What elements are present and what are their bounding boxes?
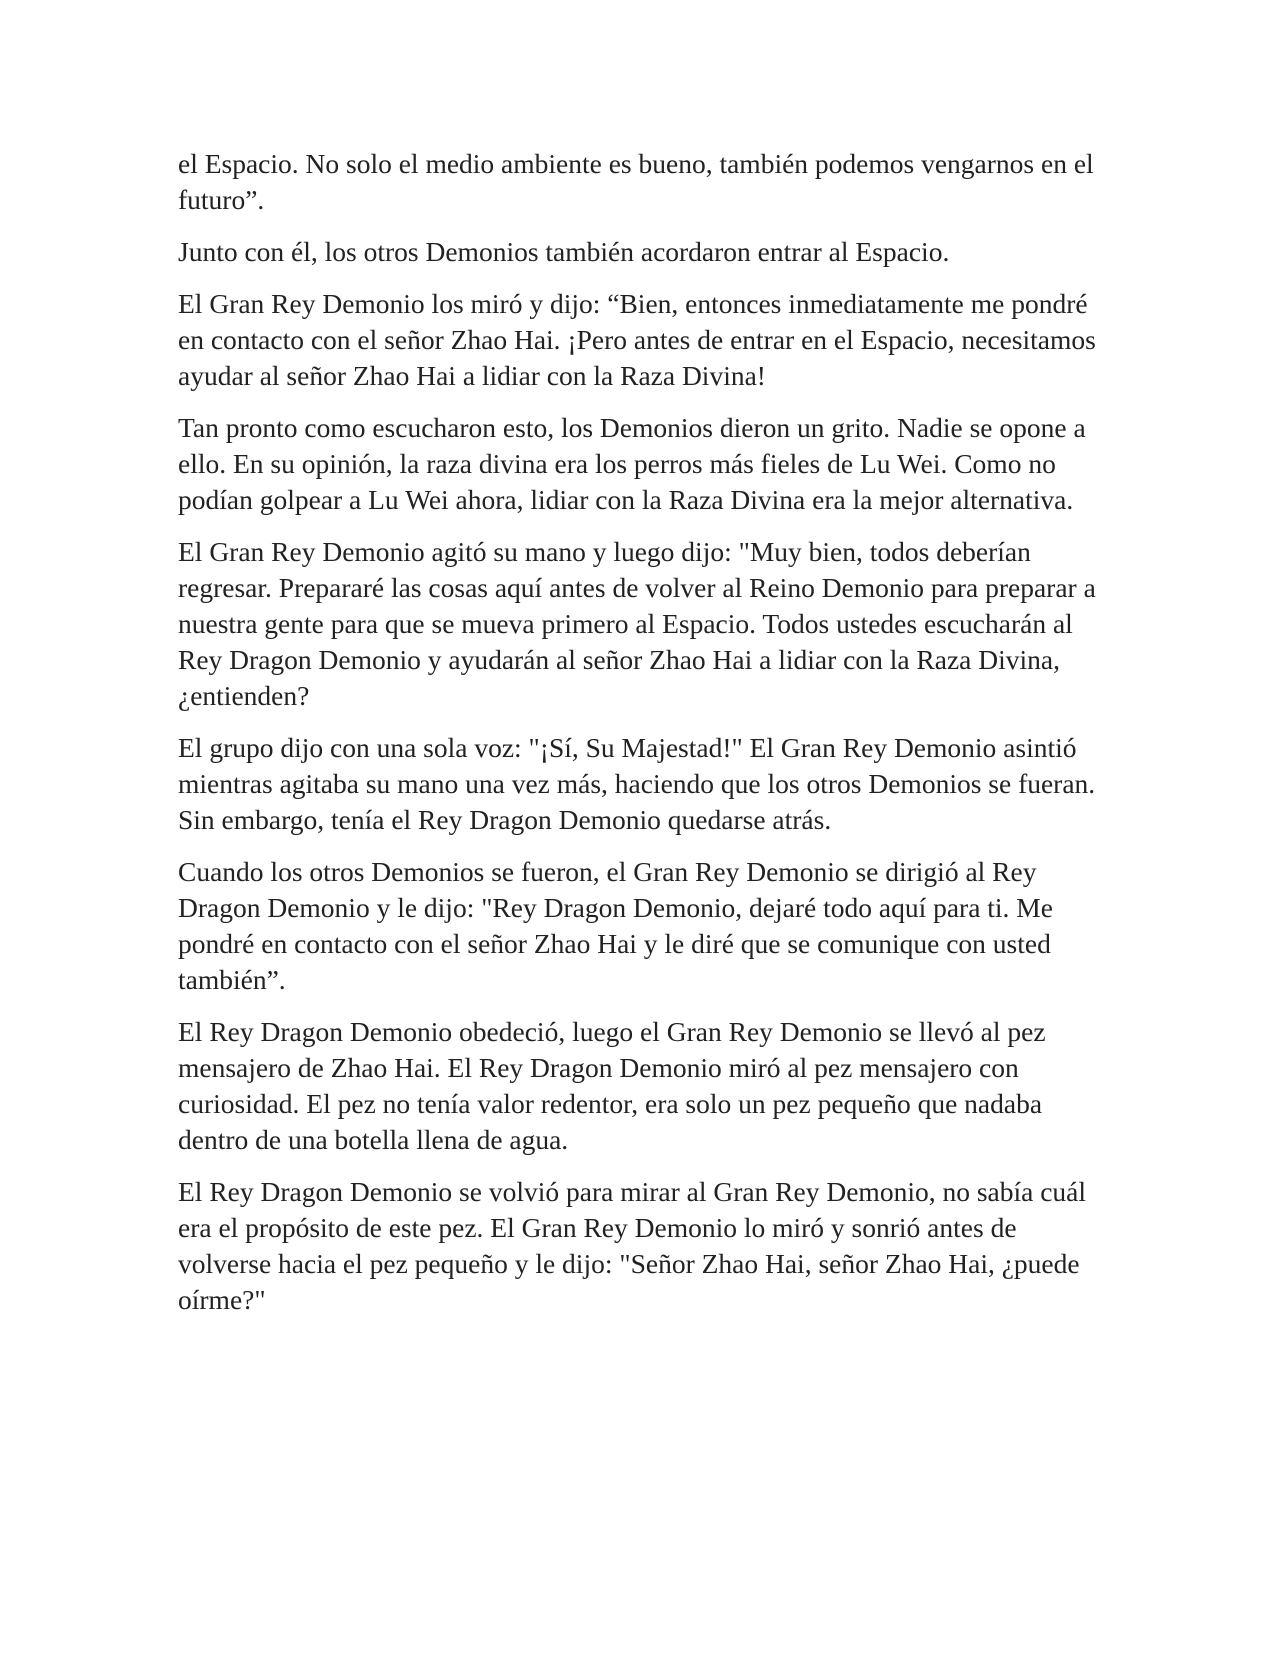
paragraph-5: El Gran Rey Demonio agitó su mano y luego dijo: "Muy bien, todos deberían regresar. Prepararé las cosas aquí antes de volver al Reino Demonio para preparar a nuestra gente para que se mueva primero al Espacio. Todos ustedes escucharán al Rey Dragon Demonio y ayudarán al señor Zhao Hai a lidiar con la Raza Divina, ¿entienden?: [178, 536, 1096, 711]
paragraph-7: Cuando los otros Demonios se fueron, el Gran Rey Demonio se dirigió al Rey Dragon Demonio y le dijo: "Rey Dragon Demonio, dejaré todo aquí para ti. Me pondré en contacto con el señor Zhao Hai y le diré que se comunique con usted también”.: [178, 856, 1053, 995]
paragraph-4: Tan pronto como escucharon esto, los Demonios dieron un grito. Nadie se opone a ello. En su opinión, la raza divina era los perros más fieles de Lu Wei. Como no podían golpear a Lu Wei ahora, lidiar con la Raza Divina era la mejor alternativa.: [178, 412, 1086, 515]
paragraph-8: El Rey Dragon Demonio obedeció, luego el Gran Rey Demonio se llevó al pez mensajero de Zhao Hai. El Rey Dragon Demonio miró al pez mensajero con curiosidad. El pez no tenía valor redentor, era solo un pez pequeño que nadaba dentro de una botella llena de agua.: [178, 1016, 1046, 1155]
paragraph-3: El Gran Rey Demonio los miró y dijo: “Bien, entonces inmediatamente me pondré en contacto con el señor Zhao Hai. ¡Pero antes de entrar en el Espacio, necesitamos ayudar al señor Zhao Hai a lidiar con la Raza Divina!: [178, 288, 1096, 391]
paragraph-1: el Espacio. No solo el medio ambiente es bueno, también podemos vengarnos en el futuro”.: [178, 148, 1094, 215]
paragraph-6: El grupo dijo con una sola voz: "¡Sí, Su Majestad!" El Gran Rey Demonio asintió mientras agitaba su mano una vez más, haciendo que los otros Demonios se fueran. Sin embargo, tenía el Rey Dragon Demonio quedarse atrás.: [178, 732, 1096, 835]
document-page: [178, 146, 1108, 1334]
paragraph-9: El Rey Dragon Demonio se volvió para mirar al Gran Rey Demonio, no sabía cuál era el propósito de este pez. El Gran Rey Demonio lo miró y sonrió antes de volverse hacia el pez pequeño y le dijo: "Señor Zhao Hai, señor Zhao Hai, ¿puede oírme?": [178, 1176, 1087, 1315]
paragraph-2: Junto con él, los otros Demonios también acordaron entrar al Espacio.: [178, 236, 950, 267]
